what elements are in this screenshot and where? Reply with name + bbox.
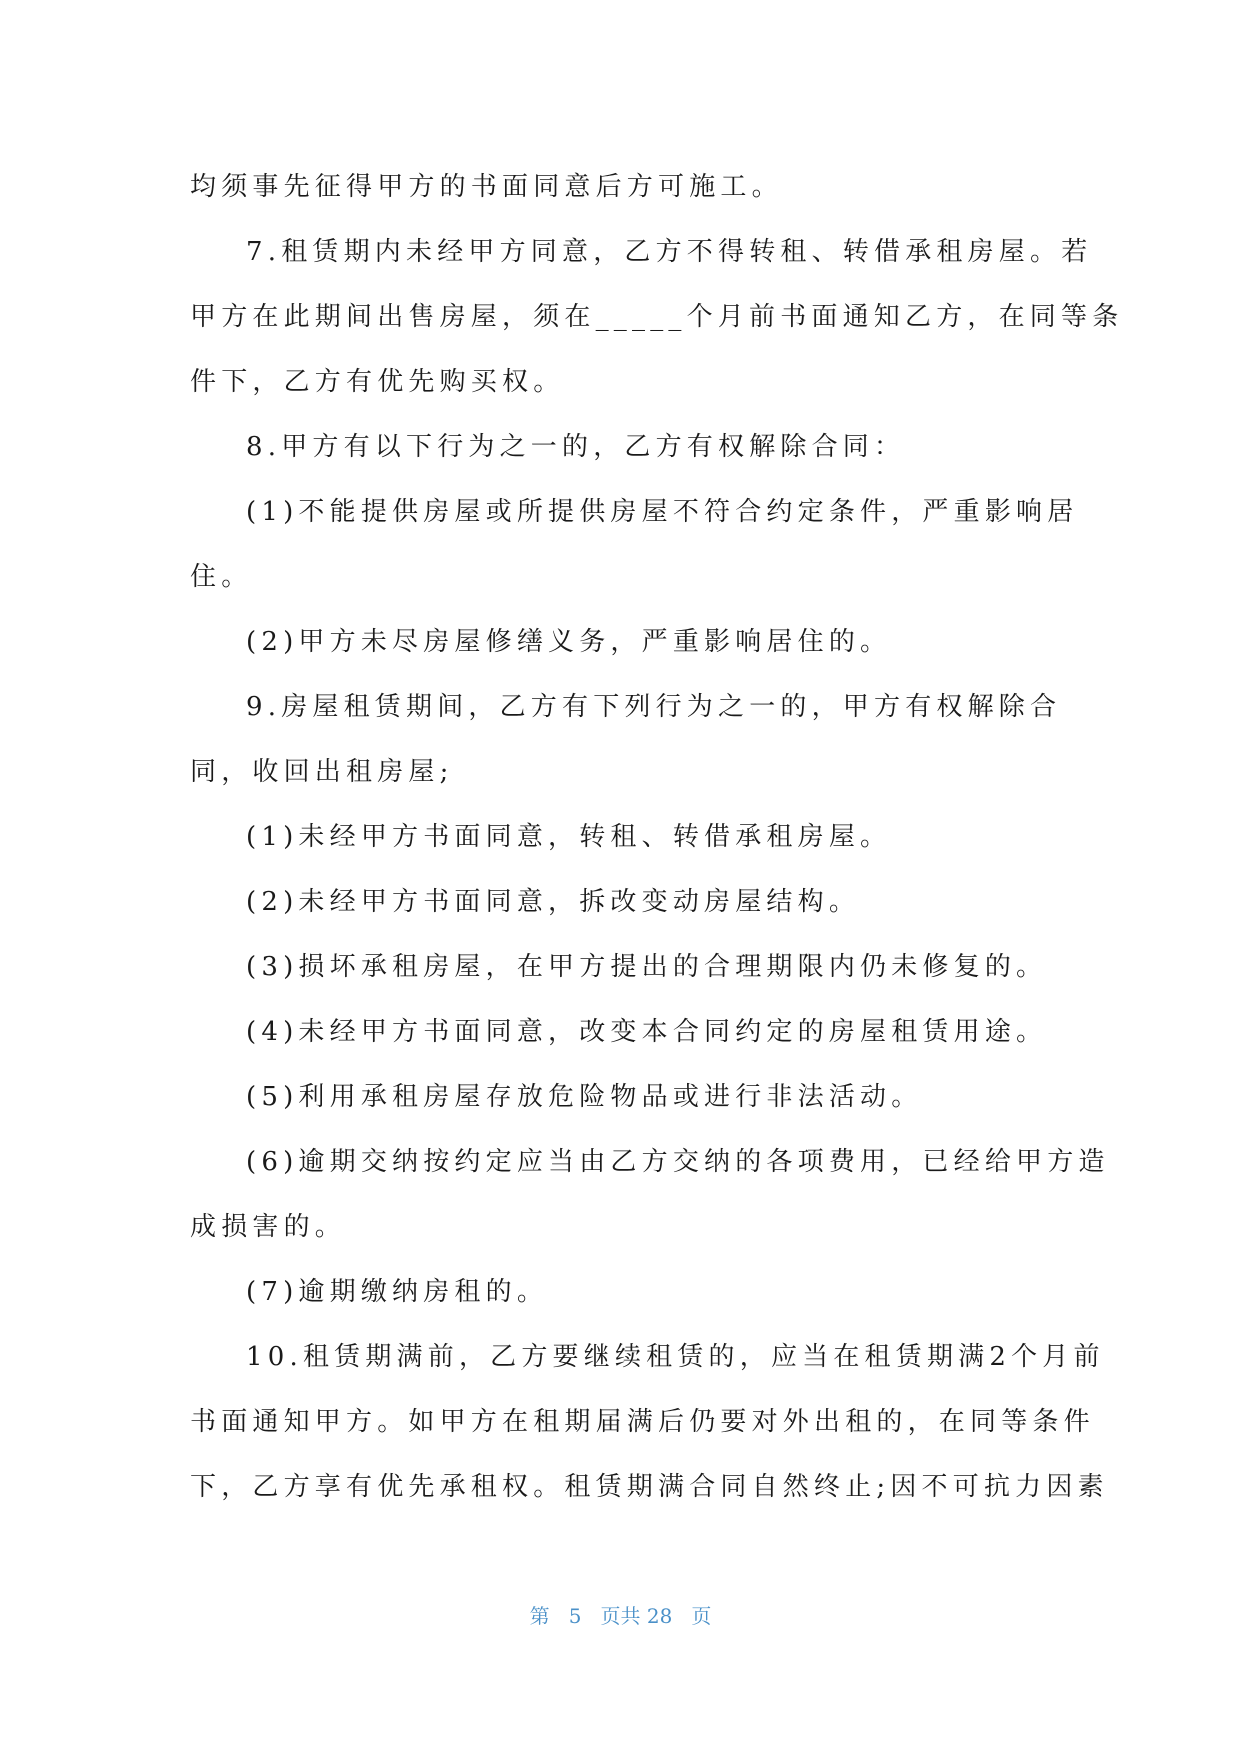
text-line-19: 10.租赁期满前，乙方要继续租赁的，应当在租赁期满2个月前 <box>246 1342 1105 1372</box>
footer-prefix: 第 <box>529 1604 550 1628</box>
text-line-15: (5)利用承租房屋存放危险物品或进行非法活动。 <box>246 1082 923 1112</box>
text-line-21: 下，乙方享有优先承租权。租赁期满合同自然终止;因不可抗力因素 <box>190 1472 1109 1502</box>
footer-current-page: 5 <box>568 1604 582 1628</box>
text-line-9: 9.房屋租赁期间，乙方有下列行为之一的，甲方有权解除合 <box>246 692 1062 722</box>
text-line-16: (6)逾期交纳按约定应当由乙方交纳的各项费用，已经给甲方造 <box>246 1147 1110 1177</box>
text-line-12: (2)未经甲方书面同意，拆改变动房屋结构。 <box>246 887 861 917</box>
footer-total-pages: 28 <box>646 1604 673 1628</box>
text-line-7: 住。 <box>190 562 253 592</box>
text-line-6: (1)不能提供房屋或所提供房屋不符合约定条件，严重影响居 <box>246 497 1079 527</box>
text-line-14: (4)未经甲方书面同意，改变本合同约定的房屋租赁用途。 <box>246 1017 1048 1047</box>
text-line-17: 成损害的。 <box>190 1212 347 1242</box>
text-line-18: (7)逾期缴纳房租的。 <box>246 1277 549 1307</box>
page-footer <box>0 1600 1241 1629</box>
footer-middle: 页共 <box>600 1604 641 1628</box>
text-line-20: 书面通知甲方。如甲方在租期届满后仍要对外出租的，在同等条件 <box>190 1407 1095 1437</box>
text-line-4: 件下，乙方有优先购买权。 <box>190 367 565 397</box>
text-line-13: (3)损坏承租房屋，在甲方提出的合理期限内仍未修复的。 <box>246 952 1048 982</box>
text-line-11: (1)未经甲方书面同意，转租、转借承租房屋。 <box>246 822 892 852</box>
text-line-5: 8.甲方有以下行为之一的，乙方有权解除合同： <box>246 432 906 462</box>
footer-suffix: 页 <box>691 1604 712 1628</box>
body-text <box>190 155 1124 1520</box>
text-line-10: 同，收回出租房屋; <box>190 757 454 787</box>
text-line-1: 均须事先征得甲方的书面同意后方可施工。 <box>190 172 783 202</box>
text-line-3: 甲方在此期间出售房屋，须在_____个月前书面通知乙方，在同等条 <box>190 302 1124 332</box>
text-line-2: 7.租赁期内未经甲方同意，乙方不得转租、转借承租房屋。若 <box>246 237 1093 267</box>
text-line-8: (2)甲方未尽房屋修缮义务，严重影响居住的。 <box>246 627 892 657</box>
